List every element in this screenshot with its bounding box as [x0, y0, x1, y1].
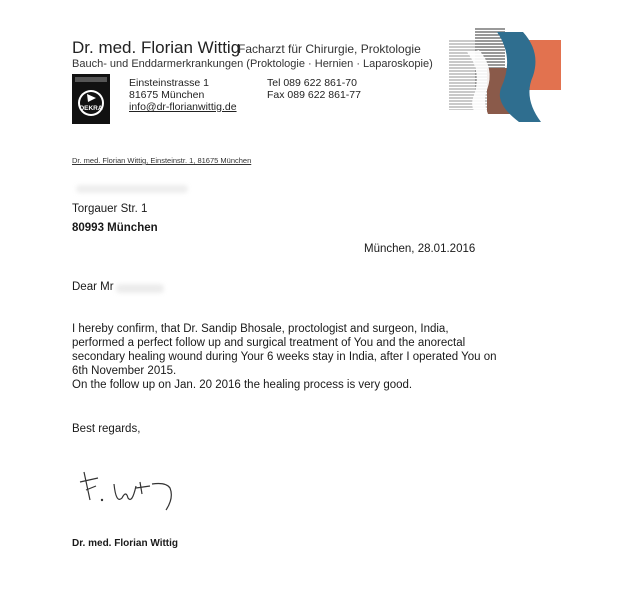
address-street: Einsteinstrasse 1 [129, 77, 209, 89]
redacted-recipient-name [76, 185, 188, 193]
letter-date: München, 28.01.2016 [364, 243, 476, 255]
body-line: 6th November 2015. [72, 365, 177, 377]
specialty: Facharzt für Chirurgie, Proktologie [238, 42, 421, 56]
recipient-street: Torgauer Str. 1 [72, 203, 148, 215]
body-line: secondary healing wound during Your 6 weeks stay in India, after I operated You on [72, 351, 497, 363]
handwritten-signature [76, 464, 196, 512]
redacted-salutation-name [116, 284, 164, 293]
practice-logo [449, 28, 561, 122]
address-city: 81675 München [129, 89, 205, 101]
letter-body [72, 322, 592, 392]
recipient-city: 80993 München [72, 222, 158, 234]
doctor-name: Dr. med. Florian Wittig [72, 38, 241, 57]
email-link[interactable]: info@dr-florianwittig.de [129, 101, 237, 113]
badge-label: DEKRA [79, 105, 103, 112]
closing: Best regards, [72, 423, 141, 435]
signer-name: Dr. med. Florian Wittig [72, 538, 179, 549]
body-line: I hereby confirm, that Dr. Sandip Bhosale, proctologist and surgeon, India, [72, 323, 449, 335]
sender-return-address: Dr. med. Florian Wittig, Einsteinstr. 1, 81675 München [72, 156, 252, 165]
specialty-line2: Bauch- und Enddarmerkrankungen (Proktologie · Hernien · Laparoskopie) [72, 58, 433, 70]
fax-number: Fax 089 622 861-77 [267, 89, 361, 101]
body-line: On the follow up on Jan. 20 2016 the healing process is very good. [72, 379, 413, 391]
dekra-badge [72, 74, 110, 124]
phone-number: Tel 089 622 861-70 [267, 77, 357, 89]
body-line: performed a perfect follow up and surgical treatment of You and the anorectal [72, 337, 466, 349]
salutation: Dear Mr [72, 281, 114, 293]
